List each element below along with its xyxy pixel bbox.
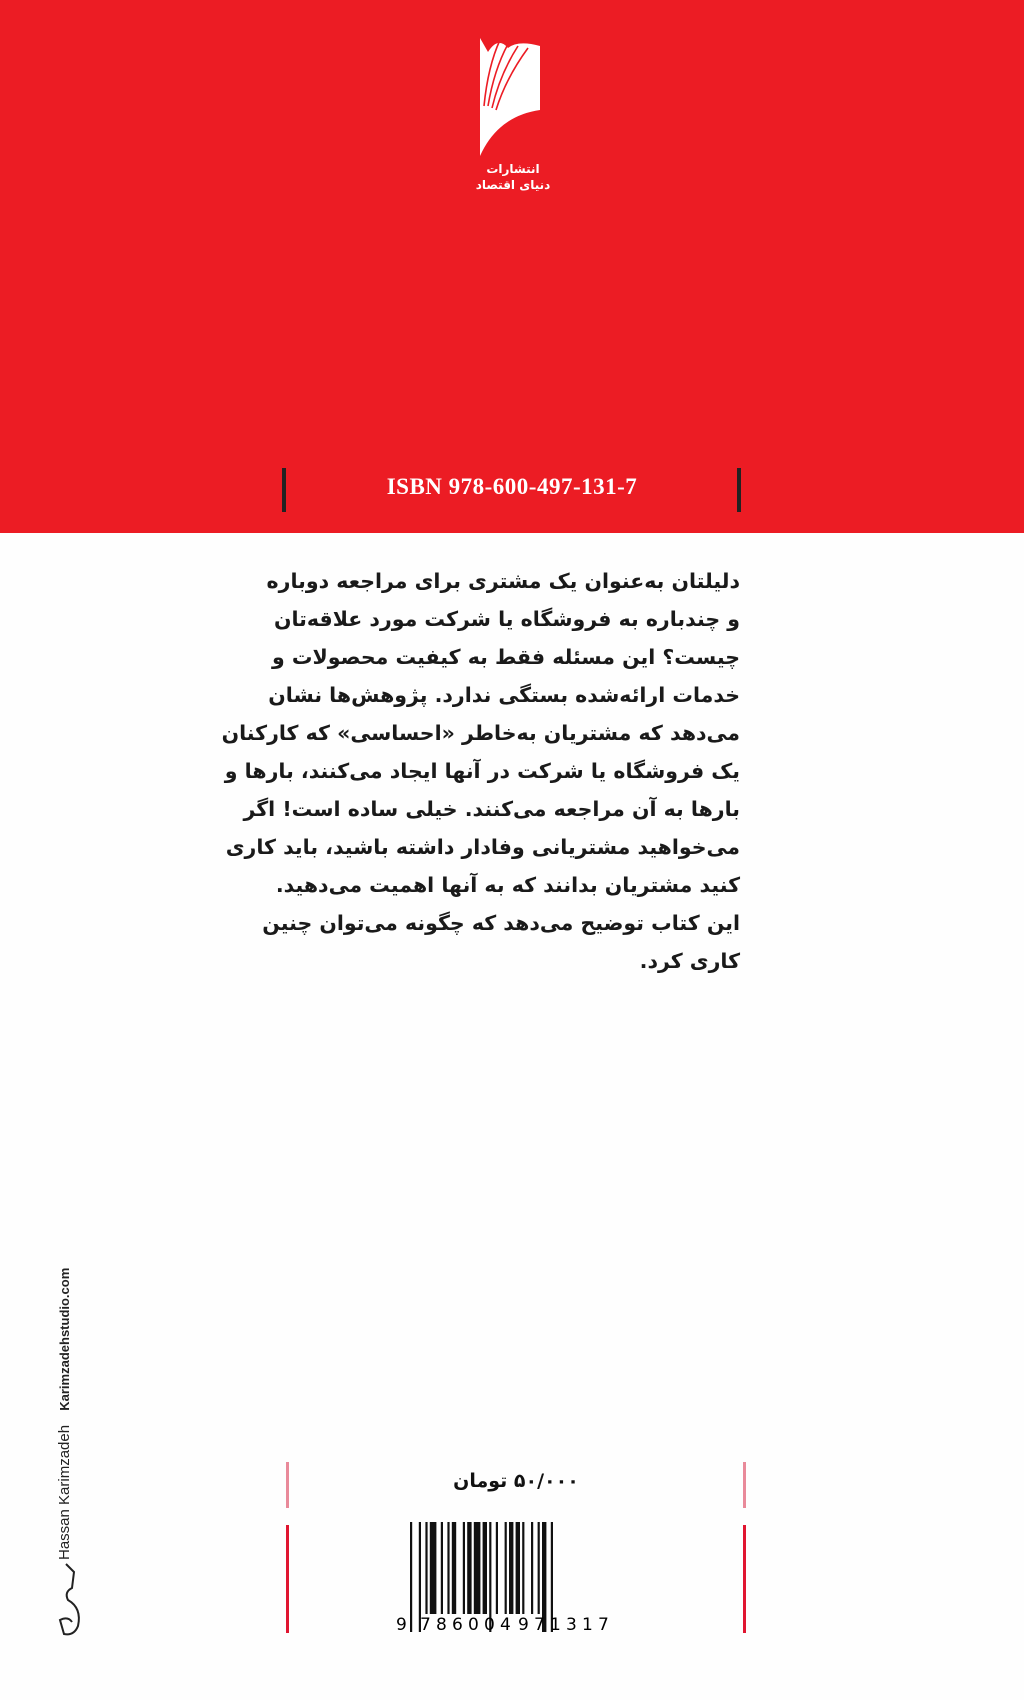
barcode-digit: 7 [534,1615,545,1632]
isbn-right-bar [737,468,741,512]
barcode-bar [474,1522,481,1614]
isbn-left-bar [282,468,286,512]
blurb-line: خدمات ارائه‌شده بستگی ندارد. پژوهش‌ها نشان [268,683,740,707]
blurb-line: کنید مشتریان بدانند که به آنها اهمیت می‌دهید. [275,873,740,897]
barcode-bar [410,1522,412,1632]
blurb-line: و چندباره به فروشگاه یا شرکت مورد علاقه‌تان [273,607,740,631]
designer-website: Karimzadehstudio.com [57,1267,72,1411]
barcode-digit: 0 [468,1615,479,1632]
price-label: ۵۰/۰۰۰ تومان [453,1470,579,1492]
isbn-text: ISBN 978-600-497-131-7 [386,474,638,499]
blurb-line: چیست؟ این مسئله فقط به کیفیت محصولات و [272,645,740,669]
barcode-digit: 4 [500,1615,511,1632]
blurb-line: می‌خواهید مشتریانی وفادار داشته باشید، باید کاری [225,835,740,859]
barcode-digit: 0 [484,1615,495,1632]
barcode-bar [516,1522,520,1614]
designer-credit [56,1258,73,1560]
barcode-bar [463,1522,465,1614]
designer-name: Hassan Karimzadeh [56,1424,73,1560]
barcode-left-mark [286,1525,289,1633]
barcode-bar [483,1522,487,1614]
barcode-digit: 6 [452,1615,463,1632]
barcode-digit: 3 [566,1615,577,1632]
barcode-bar [531,1522,533,1614]
barcode-bar [505,1522,507,1614]
barcode-bar [467,1522,471,1614]
price-left-mark [286,1462,289,1508]
barcode-bar [509,1522,513,1614]
blurb-line: این کتاب توضیح می‌دهد که چگونه می‌توان چنین [262,911,740,935]
barcode-bar [447,1522,449,1614]
publisher-name-line2: دنیای اقتصاد [475,178,551,192]
barcode-digit: 7 [420,1615,431,1632]
publisher-name-line1: انتشارات [486,162,540,176]
blurb-line: کاری کرد. [639,949,740,973]
barcode-digit: 9 [518,1615,529,1632]
barcode-bar [425,1522,427,1614]
barcode-digit: 9 [396,1615,407,1632]
barcode-digit: 1 [582,1615,593,1632]
blurb-line: دلیلتان به‌عنوان یک مشتری برای مراجعه دوباره [266,569,740,593]
designer-signature-icon [52,1560,92,1640]
barcode-bar [522,1522,524,1614]
barcode-bar [430,1522,437,1614]
barcode-right-mark [743,1525,746,1633]
barcode-digit: 7 [598,1615,609,1632]
barcode-bar [496,1522,498,1614]
price-right-mark [743,1462,746,1508]
barcode-digit: 1 [550,1615,561,1632]
blurb-line: بارها به آن مراجعه می‌کنند. خیلی ساده است! اگر [243,797,740,821]
blurb-text [221,562,740,980]
blurb-line: یک فروشگاه یا شرکت در آنها ایجاد می‌کنند، بارها و [224,759,740,783]
barcode-bar [538,1522,540,1614]
barcode [392,1522,632,1632]
publisher-logo-icon [478,36,548,156]
barcode-bar [452,1522,456,1614]
blurb-line: می‌دهد که مشتریان به‌خاطر «احساسی» که کارکنان [221,721,740,745]
barcode-digit: 8 [436,1615,447,1632]
barcode-bar [441,1522,443,1614]
